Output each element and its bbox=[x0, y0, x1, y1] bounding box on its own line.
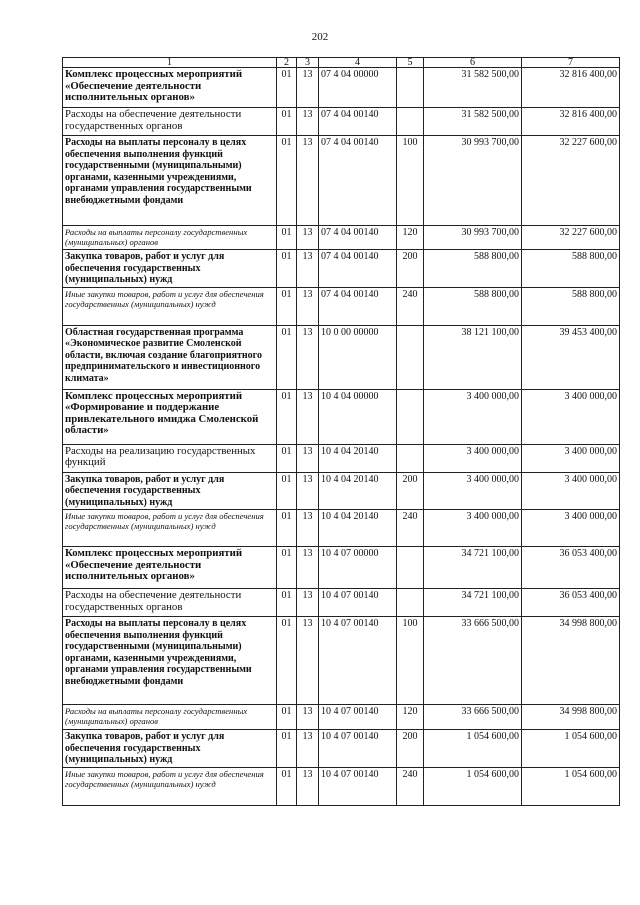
row-subsection-cell: 13 bbox=[297, 730, 319, 768]
row-target-code-cell: 07 4 04 00000 bbox=[319, 68, 397, 108]
row-target-code-cell: 07 4 04 00140 bbox=[319, 250, 397, 288]
header-col-6: 6 bbox=[424, 58, 522, 68]
row-name-cell: Расходы на выплаты персоналу в целях обеспечения выполнения функций государственными (муниципальными) органами, казенными учреждениями, органами управления государственными внебюджетными фондами bbox=[63, 617, 277, 705]
row-name-cell: Комплекс процессных мероприятий «Формирование и поддержание привлекательного имиджа Смоленской области» bbox=[63, 389, 277, 444]
row-section-cell: 01 bbox=[277, 108, 297, 136]
row-amount-year2-cell: 588 800,00 bbox=[522, 250, 620, 288]
row-name-cell: Иные закупки товаров, работ и услуг для обеспечения государственных (муниципальных) нужд bbox=[63, 287, 277, 325]
row-name-cell: Расходы на обеспечение деятельности государственных органов bbox=[63, 589, 277, 617]
row-expense-type-cell bbox=[397, 325, 424, 389]
header-col-2: 2 bbox=[277, 58, 297, 68]
row-section-cell: 01 bbox=[277, 287, 297, 325]
budget-table bbox=[62, 57, 620, 806]
header-col-5: 5 bbox=[397, 58, 424, 68]
row-section-cell: 01 bbox=[277, 68, 297, 108]
table-row bbox=[63, 389, 620, 444]
table-row bbox=[63, 617, 620, 705]
row-subsection-cell: 13 bbox=[297, 705, 319, 730]
table-row bbox=[63, 136, 620, 226]
row-subsection-cell: 13 bbox=[297, 108, 319, 136]
row-expense-type-cell: 200 bbox=[397, 730, 424, 768]
table-row bbox=[63, 705, 620, 730]
header-col-3: 3 bbox=[297, 58, 319, 68]
header-row bbox=[63, 58, 620, 68]
table-row bbox=[63, 287, 620, 325]
row-target-code-cell: 07 4 04 00140 bbox=[319, 226, 397, 250]
row-section-cell: 01 bbox=[277, 472, 297, 510]
row-name-cell: Расходы на выплаты персоналу в целях обеспечения выполнения функций государственными (муниципальными) органами, казенными учреждениями, органами управления государственными внебюджетными фондами bbox=[63, 136, 277, 226]
row-name-cell: Закупка товаров, работ и услуг для обеспечения государственных (муниципальных) нужд bbox=[63, 250, 277, 288]
table-row bbox=[63, 472, 620, 510]
row-target-code-cell: 10 4 04 20140 bbox=[319, 510, 397, 547]
row-amount-year2-cell: 3 400 000,00 bbox=[522, 444, 620, 472]
row-target-code-cell: 10 4 04 00000 bbox=[319, 389, 397, 444]
row-name-cell: Комплекс процессных мероприятий «Обеспечение деятельности исполнительных органов» bbox=[63, 547, 277, 589]
table-row bbox=[63, 325, 620, 389]
row-expense-type-cell: 120 bbox=[397, 705, 424, 730]
row-section-cell: 01 bbox=[277, 510, 297, 547]
row-name-cell: Закупка товаров, работ и услуг для обеспечения государственных (муниципальных) нужд bbox=[63, 730, 277, 768]
row-section-cell: 01 bbox=[277, 617, 297, 705]
row-target-code-cell: 10 4 04 20140 bbox=[319, 444, 397, 472]
header-col-7: 7 bbox=[522, 58, 620, 68]
row-expense-type-cell bbox=[397, 389, 424, 444]
row-target-code-cell: 10 4 07 00140 bbox=[319, 589, 397, 617]
row-section-cell: 01 bbox=[277, 325, 297, 389]
row-amount-year1-cell: 1 054 600,00 bbox=[424, 768, 522, 806]
row-target-code-cell: 07 4 04 00140 bbox=[319, 287, 397, 325]
row-expense-type-cell bbox=[397, 547, 424, 589]
row-section-cell: 01 bbox=[277, 705, 297, 730]
row-name-cell: Расходы на выплаты персоналу государственных (муниципальных) органов bbox=[63, 226, 277, 250]
row-amount-year1-cell: 3 400 000,00 bbox=[424, 444, 522, 472]
row-name-cell: Расходы на реализацию государственных функций bbox=[63, 444, 277, 472]
row-expense-type-cell: 240 bbox=[397, 768, 424, 806]
row-amount-year1-cell: 34 721 100,00 bbox=[424, 589, 522, 617]
row-name-cell: Расходы на выплаты персоналу государственных (муниципальных) органов bbox=[63, 705, 277, 730]
row-amount-year1-cell: 1 054 600,00 bbox=[424, 730, 522, 768]
row-subsection-cell: 13 bbox=[297, 444, 319, 472]
row-section-cell: 01 bbox=[277, 250, 297, 288]
row-expense-type-cell: 200 bbox=[397, 250, 424, 288]
row-expense-type-cell bbox=[397, 444, 424, 472]
row-name-cell: Закупка товаров, работ и услуг для обеспечения государственных (муниципальных) нужд bbox=[63, 472, 277, 510]
table-row bbox=[63, 444, 620, 472]
row-subsection-cell: 13 bbox=[297, 250, 319, 288]
row-expense-type-cell bbox=[397, 108, 424, 136]
row-section-cell: 01 bbox=[277, 730, 297, 768]
row-amount-year1-cell: 31 582 500,00 bbox=[424, 68, 522, 108]
row-subsection-cell: 13 bbox=[297, 325, 319, 389]
row-amount-year1-cell: 588 800,00 bbox=[424, 250, 522, 288]
row-amount-year2-cell: 34 998 800,00 bbox=[522, 705, 620, 730]
row-subsection-cell: 13 bbox=[297, 287, 319, 325]
row-amount-year2-cell: 36 053 400,00 bbox=[522, 589, 620, 617]
row-subsection-cell: 13 bbox=[297, 617, 319, 705]
row-expense-type-cell bbox=[397, 68, 424, 108]
row-expense-type-cell: 200 bbox=[397, 472, 424, 510]
row-amount-year2-cell: 34 998 800,00 bbox=[522, 617, 620, 705]
row-expense-type-cell: 240 bbox=[397, 510, 424, 547]
row-target-code-cell: 07 4 04 00140 bbox=[319, 136, 397, 226]
row-section-cell: 01 bbox=[277, 136, 297, 226]
row-subsection-cell: 13 bbox=[297, 68, 319, 108]
row-amount-year2-cell: 3 400 000,00 bbox=[522, 510, 620, 547]
row-subsection-cell: 13 bbox=[297, 510, 319, 547]
row-name-cell: Иные закупки товаров, работ и услуг для обеспечения государственных (муниципальных) нужд bbox=[63, 768, 277, 806]
row-section-cell: 01 bbox=[277, 547, 297, 589]
row-amount-year2-cell: 36 053 400,00 bbox=[522, 547, 620, 589]
row-target-code-cell: 10 4 07 00140 bbox=[319, 730, 397, 768]
row-name-cell: Расходы на обеспечение деятельности государственных органов bbox=[63, 108, 277, 136]
row-section-cell: 01 bbox=[277, 226, 297, 250]
row-subsection-cell: 13 bbox=[297, 768, 319, 806]
row-target-code-cell: 10 4 04 20140 bbox=[319, 472, 397, 510]
row-subsection-cell: 13 bbox=[297, 389, 319, 444]
header-col-4: 4 bbox=[319, 58, 397, 68]
table-row bbox=[63, 510, 620, 547]
row-amount-year1-cell: 34 721 100,00 bbox=[424, 547, 522, 589]
header-col-1: 1 bbox=[63, 58, 277, 68]
row-amount-year1-cell: 3 400 000,00 bbox=[424, 389, 522, 444]
row-amount-year1-cell: 3 400 000,00 bbox=[424, 472, 522, 510]
row-amount-year2-cell: 3 400 000,00 bbox=[522, 472, 620, 510]
row-name-cell: Комплекс процессных мероприятий «Обеспечение деятельности исполнительных органов» bbox=[63, 68, 277, 108]
row-amount-year1-cell: 33 666 500,00 bbox=[424, 705, 522, 730]
row-target-code-cell: 10 4 07 00000 bbox=[319, 547, 397, 589]
row-target-code-cell: 10 0 00 00000 bbox=[319, 325, 397, 389]
table-row bbox=[63, 589, 620, 617]
row-amount-year1-cell: 33 666 500,00 bbox=[424, 617, 522, 705]
table-body bbox=[63, 68, 620, 806]
row-amount-year1-cell: 38 121 100,00 bbox=[424, 325, 522, 389]
row-name-cell: Областная государственная программа «Экономическое развитие Смоленской области, включая создание благоприятного предпринимательского и инвестиционного климата» bbox=[63, 325, 277, 389]
row-subsection-cell: 13 bbox=[297, 226, 319, 250]
row-section-cell: 01 bbox=[277, 389, 297, 444]
row-amount-year2-cell: 39 453 400,00 bbox=[522, 325, 620, 389]
page-number: 202 bbox=[311, 31, 329, 43]
row-subsection-cell: 13 bbox=[297, 136, 319, 226]
table-row bbox=[63, 68, 620, 108]
row-target-code-cell: 10 4 07 00140 bbox=[319, 705, 397, 730]
row-expense-type-cell: 240 bbox=[397, 287, 424, 325]
table-row bbox=[63, 226, 620, 250]
row-subsection-cell: 13 bbox=[297, 589, 319, 617]
table-row bbox=[63, 730, 620, 768]
table-row bbox=[63, 108, 620, 136]
row-expense-type-cell: 100 bbox=[397, 617, 424, 705]
row-expense-type-cell: 120 bbox=[397, 226, 424, 250]
row-amount-year1-cell: 30 993 700,00 bbox=[424, 226, 522, 250]
row-amount-year2-cell: 32 227 600,00 bbox=[522, 226, 620, 250]
row-amount-year2-cell: 32 816 400,00 bbox=[522, 108, 620, 136]
row-section-cell: 01 bbox=[277, 589, 297, 617]
row-amount-year2-cell: 3 400 000,00 bbox=[522, 389, 620, 444]
row-amount-year1-cell: 30 993 700,00 bbox=[424, 136, 522, 226]
table-row bbox=[63, 547, 620, 589]
row-target-code-cell: 10 4 07 00140 bbox=[319, 617, 397, 705]
row-target-code-cell: 07 4 04 00140 bbox=[319, 108, 397, 136]
row-amount-year2-cell: 1 054 600,00 bbox=[522, 768, 620, 806]
row-section-cell: 01 bbox=[277, 768, 297, 806]
row-subsection-cell: 13 bbox=[297, 547, 319, 589]
row-amount-year1-cell: 31 582 500,00 bbox=[424, 108, 522, 136]
row-amount-year1-cell: 3 400 000,00 bbox=[424, 510, 522, 547]
row-amount-year2-cell: 32 816 400,00 bbox=[522, 68, 620, 108]
table-row bbox=[63, 768, 620, 806]
row-name-cell: Иные закупки товаров, работ и услуг для обеспечения государственных (муниципальных) нужд bbox=[63, 510, 277, 547]
row-expense-type-cell bbox=[397, 589, 424, 617]
row-amount-year2-cell: 588 800,00 bbox=[522, 287, 620, 325]
row-amount-year2-cell: 32 227 600,00 bbox=[522, 136, 620, 226]
row-section-cell: 01 bbox=[277, 444, 297, 472]
row-target-code-cell: 10 4 07 00140 bbox=[319, 768, 397, 806]
row-amount-year2-cell: 1 054 600,00 bbox=[522, 730, 620, 768]
row-subsection-cell: 13 bbox=[297, 472, 319, 510]
table-header bbox=[63, 58, 620, 68]
table-row bbox=[63, 250, 620, 288]
row-expense-type-cell: 100 bbox=[397, 136, 424, 226]
row-amount-year1-cell: 588 800,00 bbox=[424, 287, 522, 325]
